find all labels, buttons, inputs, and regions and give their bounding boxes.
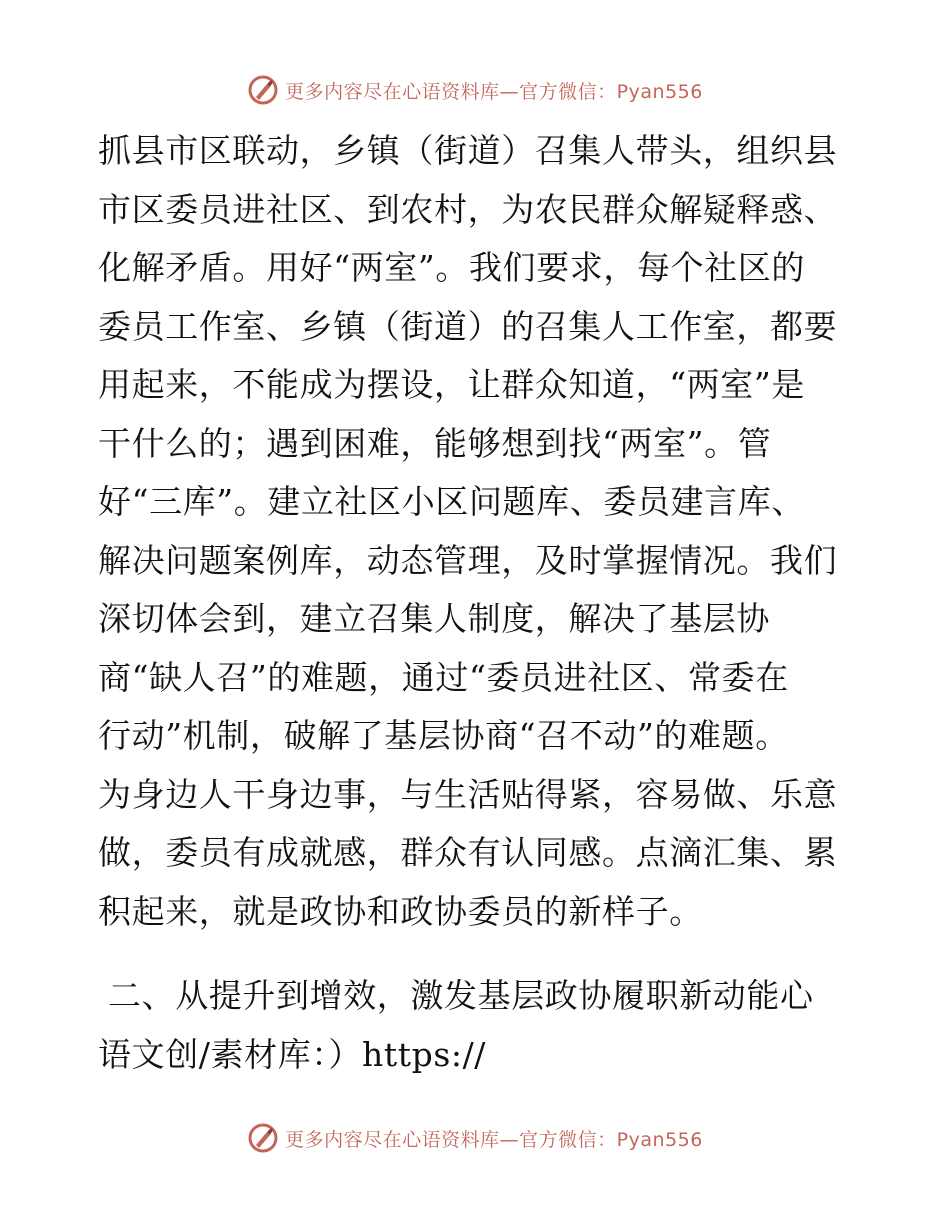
- document-body: [98, 122, 858, 1084]
- section-heading: 二、从提升到增效，激发基层政协履职新动能心: [108, 976, 814, 1015]
- body-line: 干什么的；遇到困难，能够想到找“两室”。管: [98, 423, 772, 463]
- body-line: 为身边人干身边事，与生活贴得紧，容易做、乐意: [98, 774, 838, 814]
- pen-logo-icon: [247, 74, 279, 106]
- watermark-text: 更多内容尽在心语资料库—官方微信：Pyan556: [285, 80, 703, 103]
- body-line: 化解矛盾。用好“两室”。我们要求，每个社区的: [98, 248, 805, 287]
- footer-watermark: [0, 1121, 950, 1155]
- watermark-text: 更多内容尽在心语资料库—官方微信：Pyan556: [285, 1128, 703, 1151]
- body-line: 积起来，就是政协和政协委员的新样子。: [98, 891, 703, 931]
- body-line: 商“缺人召”的难题，通过“委员进社区、常委在: [98, 657, 789, 697]
- body-line: 深切体会到，建立召集人制度，解决了基层协: [98, 599, 770, 638]
- body-line: 市区委员进社区、到农村，为农民群众解疑释惑、: [98, 189, 838, 229]
- body-line: 好“三库”。建立社区小区问题库、委员建言库、: [98, 482, 805, 521]
- pen-logo-icon: [247, 1122, 279, 1154]
- body-line: 委员工作室、乡镇（街道）的召集人工作室，都要: [98, 306, 838, 346]
- header-watermark: [0, 73, 950, 107]
- body-line: 解决问题案例库，动态管理，及时掌握情况。我们: [98, 540, 838, 580]
- body-line: 用起来，不能成为摆设，让群众知道，“两室”是: [98, 365, 805, 404]
- body-line: 行动”机制，破解了基层协商“召不动”的难题。: [98, 716, 789, 755]
- section-heading-continuation: 语文创/素材库：）https://: [98, 1034, 487, 1074]
- body-line: 抓县市区联动，乡镇（街道）召集人带头，组织县: [98, 131, 838, 170]
- body-line: 做，委员有成就感，群众有认同感。点滴汇集、累: [98, 833, 838, 872]
